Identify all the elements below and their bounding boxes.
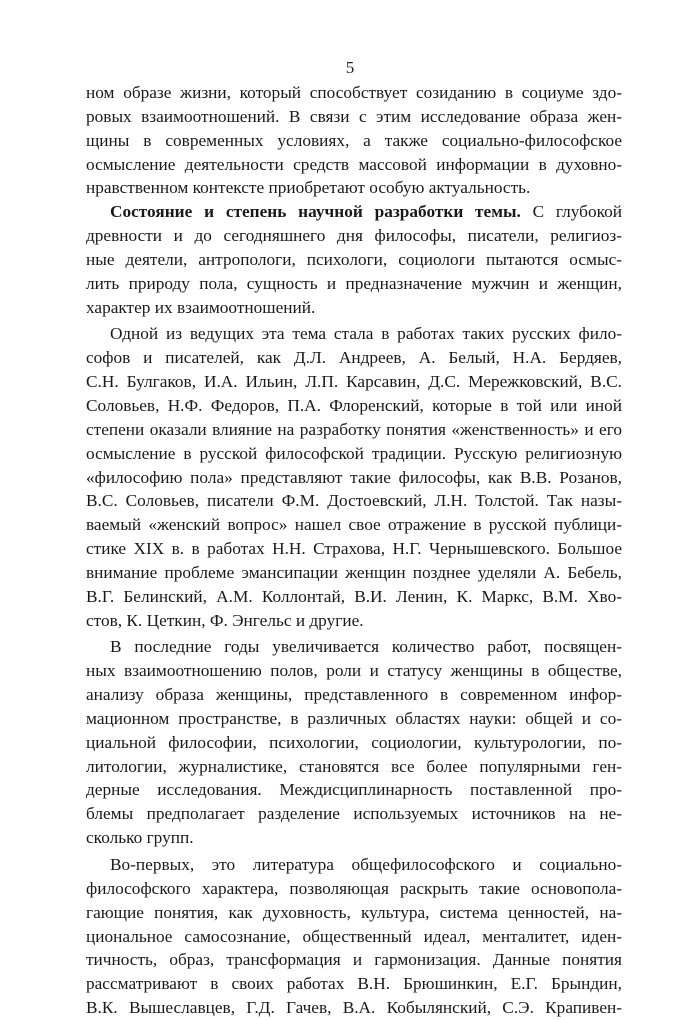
text-line: гающие понятия, как духовность, культура, система ценностей, на-	[86, 902, 622, 922]
text-line: Одной из ведущих эта тема стала в работах таких русских фило-	[110, 324, 622, 344]
text-line: ваемый «женский вопрос» нашел свое отражение в русской публици-	[86, 515, 622, 535]
text-line: древности и до сегодняшнего дня философы, писатели, религиоз-	[86, 226, 622, 246]
text-line: осмысление в русской философской традиции. Русскую религиозную	[86, 443, 622, 463]
text-line: нравственном контексте приобретают особую актуальность.	[86, 178, 531, 198]
text-line: внимание проблеме эмансипации женщин позднее уделяли А. Бебель,	[86, 562, 622, 582]
text-line	[86, 200, 622, 224]
text-line: осмысление деятельности средств массовой информации в духовно-	[86, 154, 622, 174]
text-line: дерные исследования. Междисциплинарность поставленной про-	[86, 780, 622, 800]
paragraph-5	[86, 853, 622, 1020]
paragraph-2	[86, 200, 622, 319]
text-line: блемы предполагает разделение используемых источников на не-	[86, 804, 622, 824]
text-line: мационном пространстве, в различных областях науки: общей и со-	[86, 708, 622, 728]
text-line: стов, К. Цеткин, Ф. Энгельс и другие.	[86, 610, 364, 630]
text-line: ровых взаимоотношений. В связи с этим исследование образа жен-	[86, 106, 622, 126]
text-line: характер их взаимоотношений.	[86, 297, 316, 317]
paragraph-3	[86, 322, 622, 632]
text-line: литологии, журналистике, становятся все более популярными ген-	[86, 756, 622, 776]
text-line: философского характера, позволяющая раскрыть такие основопола-	[86, 878, 622, 898]
text-line: ном образе жизни, который способствует созиданию в социуме здо-	[86, 83, 622, 102]
text-line: Соловьев, Н.Ф. Федоров, П.А. Флоренский, которые в той или иной	[86, 395, 622, 415]
paragraph-1	[86, 81, 622, 200]
heading-rest-text: С глубокой	[520, 202, 622, 222]
text-line: рассматривают в своих работах В.Н. Брюшинкин, Е.Г. Брындин,	[86, 974, 622, 994]
text-line: лить природу пола, сущность и предназначение мужчин и женщин,	[86, 273, 622, 293]
text-line: щины в современных условиях, а также социально-философское	[86, 130, 622, 150]
text-line: степени оказали влияние на разработку понятия «женственность» и его	[86, 419, 622, 439]
section-heading: Состояние и степень научной разработки темы.	[110, 202, 521, 222]
text-line: Во-первых, это литература общефилософского и социально-	[110, 855, 622, 874]
text-line: В.С. Соловьев, писатели Ф.М. Достоевский, Л.Н. Толстой. Так назы-	[86, 491, 622, 511]
text-line: С.Н. Булгаков, И.А. Ильин, Л.П. Карсавин, Д.С. Мережковский, В.С.	[86, 372, 622, 392]
text-line: В.Г. Белинский, А.М. Коллонтай, В.И. Ленин, К. Маркс, В.М. Хво-	[86, 586, 622, 606]
text-line: софов и писателей, как Д.Л. Андреев, А. Белый, Н.А. Бердяев,	[86, 348, 622, 368]
text-line: В последние годы увеличивается количество работ, посвящен-	[110, 637, 622, 657]
text-line: циональное самосознание, общественный идеал, менталитет, иден-	[86, 926, 622, 946]
text-line: стике XIX в. в работах Н.Н. Страхова, Н.Г. Чернышевского. Большое	[86, 539, 622, 559]
text-line: циальной философии, психологии, социологии, культурологии, по-	[86, 732, 622, 752]
page-number: 5	[345, 58, 355, 77]
body-text	[86, 81, 622, 1020]
text-line: сколько групп.	[86, 828, 194, 848]
text-line: тичность, образ, трансформация и гармонизация. Данные понятия	[86, 950, 622, 970]
text-line: «философию пола» представляют такие философы, как В.В. Розанов,	[86, 467, 622, 487]
paragraph-4	[86, 635, 622, 850]
text-line: В.К. Вышеславцев, Г.Д. Гачев, В.А. Кобылянский, С.Э. Крапивен-	[86, 998, 622, 1018]
text-line: ных взаимоотношению полов, роли и статусу женщины в обществе,	[86, 661, 622, 681]
text-line: анализу образа женщины, представленного в современном инфор-	[86, 685, 622, 705]
text-line: ные деятели, антропологи, психологи, социологи пытаются осмыс-	[86, 249, 622, 269]
